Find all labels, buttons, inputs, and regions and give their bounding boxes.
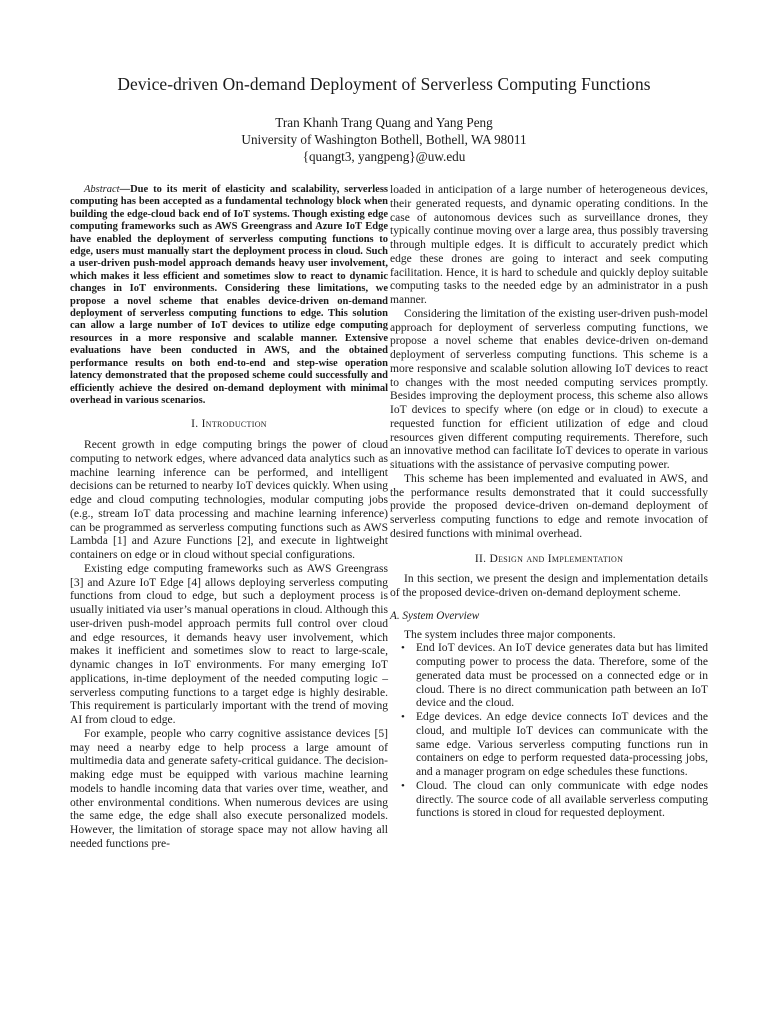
left-column [70,184,388,852]
abstract [70,184,388,407]
intro-paragraph-1: Recent growth in edge computing brings the power of cloud computing to network edges, where advanced data analytics such as machine learning inference can be performed, and intelligent decisions can be returned to nearby IoT devices quickly. When using edge and cloud computing technologies, modular computing jobs (e.g., stream IoT data processing and machine learning inference) can be programmed as serverless computing functions such as AWS Lambda [1] and Azure Functions [2], and execute in lightweight containers on edge or in cloud without special configurations. [70,439,388,562]
author-names: Tran Khanh Trang Quang and Yang Peng [275,115,493,130]
abstract-label: Abstract [84,184,120,195]
overview-paragraph-1: The system includes three major components. [404,628,616,641]
abstract-text: Due to its merit of elasticity and scalability, serverless computing has been accepted as a fundamental technology block when building the edge-cloud back end of IoT systems. Though existing edge computing frameworks such as AWS Greengrass and Azure IoT Edge have enabled the deployment of serverless computing functions to edge, users must manually start the deployment process in cloud. Such a user-driven push-model approach demands heavy user involvement, which makes it less efficient and sometimes slow to react to dynamic changes in IoT environments. Considering these limitations, we propose a novel scheme that enables device-driven on-demand deployment of serverless computing functions to edge. This solution can allow a large number of IoT devices to utilize edge computing resources in a more responsive and scalable manner. Extensive evaluations have been conducted in AWS, and the obtained performance results on both end-to-end and step-wise operation latency demonstrated that the proposed scheme could successfully and efficiently achieve the desired on-demand deployment with minimal overhead in various scenarios. [70,184,388,406]
section-heading-introduction: I. Introduction [191,418,267,431]
intro-paragraph-4: Considering the limitation of the existing user-driven push-model approach for deployment of serverless computing functions, we propose a novel scheme that enables device-driven on-demand deployment of serverless computing functions. This scheme is a more responsive and scalable solution allowing IoT devices to react to changes with the most needed computing services promptly. Besides improving the deployment process, this scheme also allows IoT devices to specify where (on edge or in cloud) to execute a requested function for efficient utilization of edge and cloud resources given different computing requirements. Therefore, such an innovative method can facilitate IoT devices to operate in various situations with the assistance of pervasive computing power. [390,307,708,471]
intro-paragraph-2: Existing edge computing frameworks such as AWS Greengrass [3] and Azure IoT Edge [4] allows deploying serverless computing functions from cloud to edge, but such a deployment process is usually initiated via user’s manual operations in cloud. Although this user-driven push-model approach permits full control over cloud and edge resources, it demands heavy user involvement, which makes it inefficient and sometimes slow to react to large-scale, dynamic changes in IoT environments. For many emerging IoT applications, in-time deployment of the needed computing logic – serverless computing functions to a target edge is highly desirable. This requirement is particularly important with the trend of moving AI from cloud to edge. [70,562,388,727]
bullet-icon: • [401,779,405,792]
list-item [390,711,708,780]
design-paragraph-1: In this section, we present the design and implementation details of the proposed device-driven on-demand deployment scheme. [390,573,708,599]
section-heading-design: II. Design and Implementation [474,552,624,565]
author-email: {quangt3, yangpeng}@uw.edu [302,149,466,164]
list-item [390,642,708,711]
component-text: Cloud. The cloud can only communicate with edge nodes directly. The source code of all available serverless computing functions is stored in cloud for requested deployment. [416,779,708,820]
bullet-icon: • [401,642,405,655]
intro-paragraph-3: For example, people who carry cognitive assistance devices [5] may need a nearby edge to help process a large amount of multimedia data and generate safety-critical guidance. The decision-making edge must be equipped with various machine learning models to handle incoming data that varies over time, weather, and other environmental conditions. When numerous devices are using the same edge, the edge shall also execute personalized models. However, the limitation of storage space may not allow having all needed functions pre- [70,727,388,850]
intro-paragraph-3-continued: loaded in anticipation of a large number of heterogeneous devices, their generated requests, and dynamic operating conditions. In the case of autonomous devices such as surveillance drones, they typically continue moving over a large area, thus possibly traversing through multiple edges. It is difficult to accurately predict which edge these drones are going to interact and seek computing facilitation. Hence, it is hard to schedule and quickly deploy suitable computing tasks to the needed edge by an administrator in a push manner. [390,184,708,306]
component-list [390,642,708,821]
subsection-heading-system-overview: A. System Overview [390,609,480,622]
paper-title: Device-driven On-demand Deployment of Serverless Computing Functions [117,74,651,94]
author-affiliation: University of Washington Bothell, Bothell, WA 98011 [241,132,527,147]
right-column [390,184,708,821]
author-block [60,114,708,165]
component-text: Edge devices. An edge device connects IoT devices and the cloud, and multiple IoT devices can communicate with the same edge. Various serverless computing functions run in containers on edge to perform requested data-processing jobs, and a manager program on edge schedules these functions. [416,711,708,778]
intro-paragraph-5: This scheme has been implemented and evaluated in AWS, and the performance results demonstrated that it could successfully provide the proposed device-driven on-demand deployment of serverless computing functions to edge and remote invocation of desired functions with minimal overhead. [390,472,708,540]
abstract-dash: — [119,184,131,195]
component-text: End IoT devices. An IoT device generates data but has limited computing power to process the data. Therefore, some of the generated data must be processed on a connected edge or in cloud. There is no direct communication path between an IoT device and the cloud. [416,642,708,710]
bullet-icon: • [401,711,405,723]
list-item [390,780,708,821]
